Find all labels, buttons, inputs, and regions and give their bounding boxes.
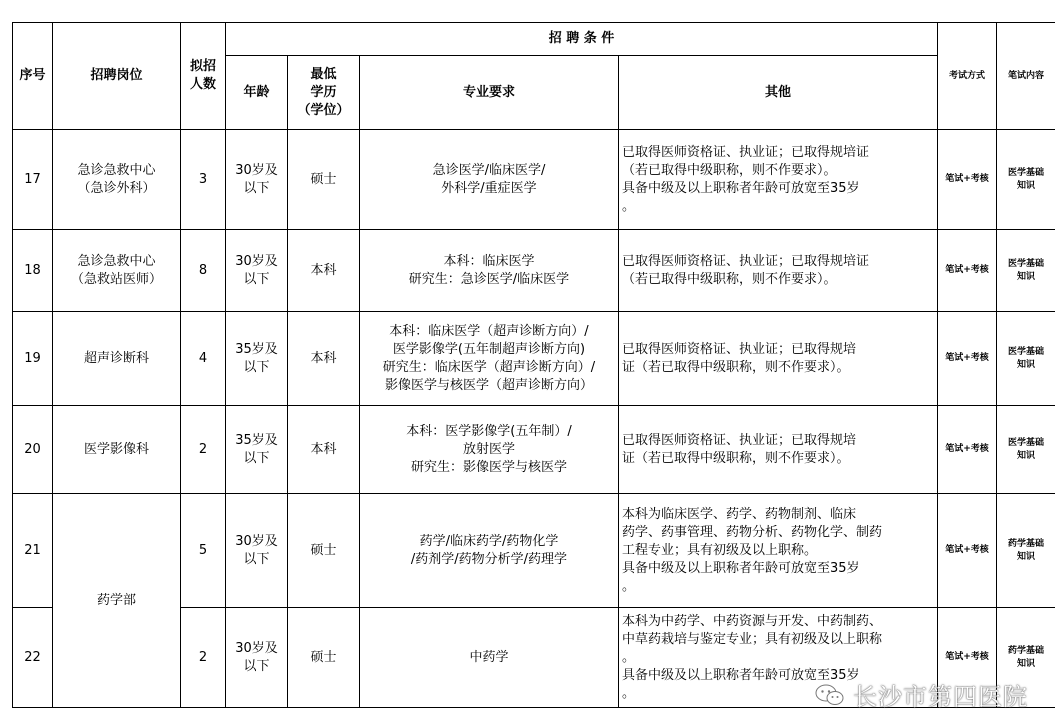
header-exam-content: 笔试内容 bbox=[997, 23, 1055, 130]
cell-major: 本科：临床医学 研究生：急诊医学/临床医学 bbox=[360, 230, 619, 312]
cell-other: 已取得医师资格证、执业证；已取得规培证 （若已取得中级职称，则不作要求）。 bbox=[619, 230, 938, 312]
cell-edu: 硕士 bbox=[288, 608, 360, 708]
cell-exam-content: 医学基础 知识 bbox=[997, 312, 1055, 406]
cell-no: 17 bbox=[13, 130, 53, 230]
cell-position-merged: 药学部 bbox=[53, 494, 181, 708]
cell-count: 5 bbox=[181, 494, 226, 608]
table-row bbox=[13, 312, 1056, 406]
recruitment-table-container bbox=[12, 22, 1055, 718]
cell-edu: 本科 bbox=[288, 406, 360, 494]
cell-age: 35岁及 以下 bbox=[226, 406, 288, 494]
cell-major: 本科：临床医学（超声诊断方向）/ 医学影像学(五年制超声诊断方向) 研究生：临床医学（超声诊断方向）/ 影像医学与核医学（超声诊断方向） bbox=[360, 312, 619, 406]
cell-other: 已取得医师资格证、执业证；已取得规培 证（若已取得中级职称，则不作要求）。 bbox=[619, 312, 938, 406]
cell-major: 急诊医学/临床医学/ 外科学/重症医学 bbox=[360, 130, 619, 230]
cell-age: 30岁及 以下 bbox=[226, 130, 288, 230]
header-other: 其他 bbox=[619, 56, 938, 130]
cell-edu: 硕士 bbox=[288, 130, 360, 230]
cell-no: 21 bbox=[13, 494, 53, 608]
header-position: 招聘岗位 bbox=[53, 23, 181, 130]
cell-count: 4 bbox=[181, 312, 226, 406]
cell-major: 药学/临床药学/药物化学 /药剂学/药物分析学/药理学 bbox=[360, 494, 619, 608]
cell-count: 3 bbox=[181, 130, 226, 230]
cell-age: 30岁及 以下 bbox=[226, 608, 288, 708]
cell-other: 本科为中药学、中药资源与开发、中药制药、 中草药栽培与鉴定专业；具有初级及以上职称 。 具备中级及以上职称者年龄可放宽至35岁 。 bbox=[619, 608, 938, 708]
cell-no: 20 bbox=[13, 406, 53, 494]
cell-exam-method: 笔试+考核 bbox=[938, 406, 997, 494]
header-edu: 最低 学历 （学位） bbox=[288, 56, 360, 130]
cell-exam-method: 笔试+考核 bbox=[938, 230, 997, 312]
cell-age: 30岁及 以下 bbox=[226, 230, 288, 312]
cell-edu: 本科 bbox=[288, 230, 360, 312]
watermark-text: 长沙市第四医院 bbox=[853, 683, 1028, 711]
header-row-1 bbox=[13, 23, 1056, 56]
table-row bbox=[13, 494, 1056, 608]
cell-no: 22 bbox=[13, 608, 53, 708]
cell-exam-method: 笔试+考核 bbox=[938, 494, 997, 608]
cell-other: 已取得医师资格证、执业证；已取得规培证 （若已取得中级职称，则不作要求）。 具备中级及以上职称者年龄可放宽至35岁 。 bbox=[619, 130, 938, 230]
cell-edu: 本科 bbox=[288, 312, 360, 406]
cell-exam-content: 药学基础 知识 bbox=[997, 494, 1055, 608]
cell-other: 本科为临床医学、药学、药物制剂、临床 药学、药事管理、药物分析、药物化学、制药 工程专业；具有初级及以上职称。 具备中级及以上职称者年龄可放宽至35岁 。 bbox=[619, 494, 938, 608]
table-row bbox=[13, 230, 1056, 312]
cell-exam-content: 医学基础 知识 bbox=[997, 406, 1055, 494]
cell-exam-content: 医学基础 知识 bbox=[997, 230, 1055, 312]
cell-exam-method: 笔试+考核 bbox=[938, 608, 997, 708]
header-count: 拟招 人数 bbox=[181, 23, 226, 130]
cell-count: 8 bbox=[181, 230, 226, 312]
cell-exam-content: 药学基础 知识 bbox=[997, 608, 1055, 708]
header-age: 年龄 bbox=[226, 56, 288, 130]
cell-edu: 硕士 bbox=[288, 494, 360, 608]
cell-exam-method: 笔试+考核 bbox=[938, 312, 997, 406]
cell-no: 19 bbox=[13, 312, 53, 406]
cell-other: 已取得医师资格证、执业证；已取得规培 证（若已取得中级职称，则不作要求）。 bbox=[619, 406, 938, 494]
cell-exam-content: 医学基础 知识 bbox=[997, 130, 1055, 230]
cell-age: 35岁及 以下 bbox=[226, 312, 288, 406]
cell-position: 急诊急救中心 （急诊外科） bbox=[53, 130, 181, 230]
cell-count: 2 bbox=[181, 406, 226, 494]
cell-count: 2 bbox=[181, 608, 226, 708]
cell-position: 超声诊断科 bbox=[53, 312, 181, 406]
cell-major: 本科：医学影像学(五年制）/ 放射医学 研究生：影像医学与核医学 bbox=[360, 406, 619, 494]
header-no: 序号 bbox=[13, 23, 53, 130]
table-row bbox=[13, 406, 1056, 494]
cell-age: 30岁及 以下 bbox=[226, 494, 288, 608]
cell-position: 急诊急救中心 （急救站医师） bbox=[53, 230, 181, 312]
cell-major: 中药学 bbox=[360, 608, 619, 708]
table-row bbox=[13, 130, 1056, 230]
cell-no: 18 bbox=[13, 230, 53, 312]
cell-position: 医学影像科 bbox=[53, 406, 181, 494]
recruitment-table bbox=[12, 22, 1055, 708]
header-conditions: 招 聘 条 件 bbox=[226, 23, 938, 56]
cell-exam-method: 笔试+考核 bbox=[938, 130, 997, 230]
header-major: 专业要求 bbox=[360, 56, 619, 130]
header-exam-method: 考试方式 bbox=[938, 23, 997, 130]
